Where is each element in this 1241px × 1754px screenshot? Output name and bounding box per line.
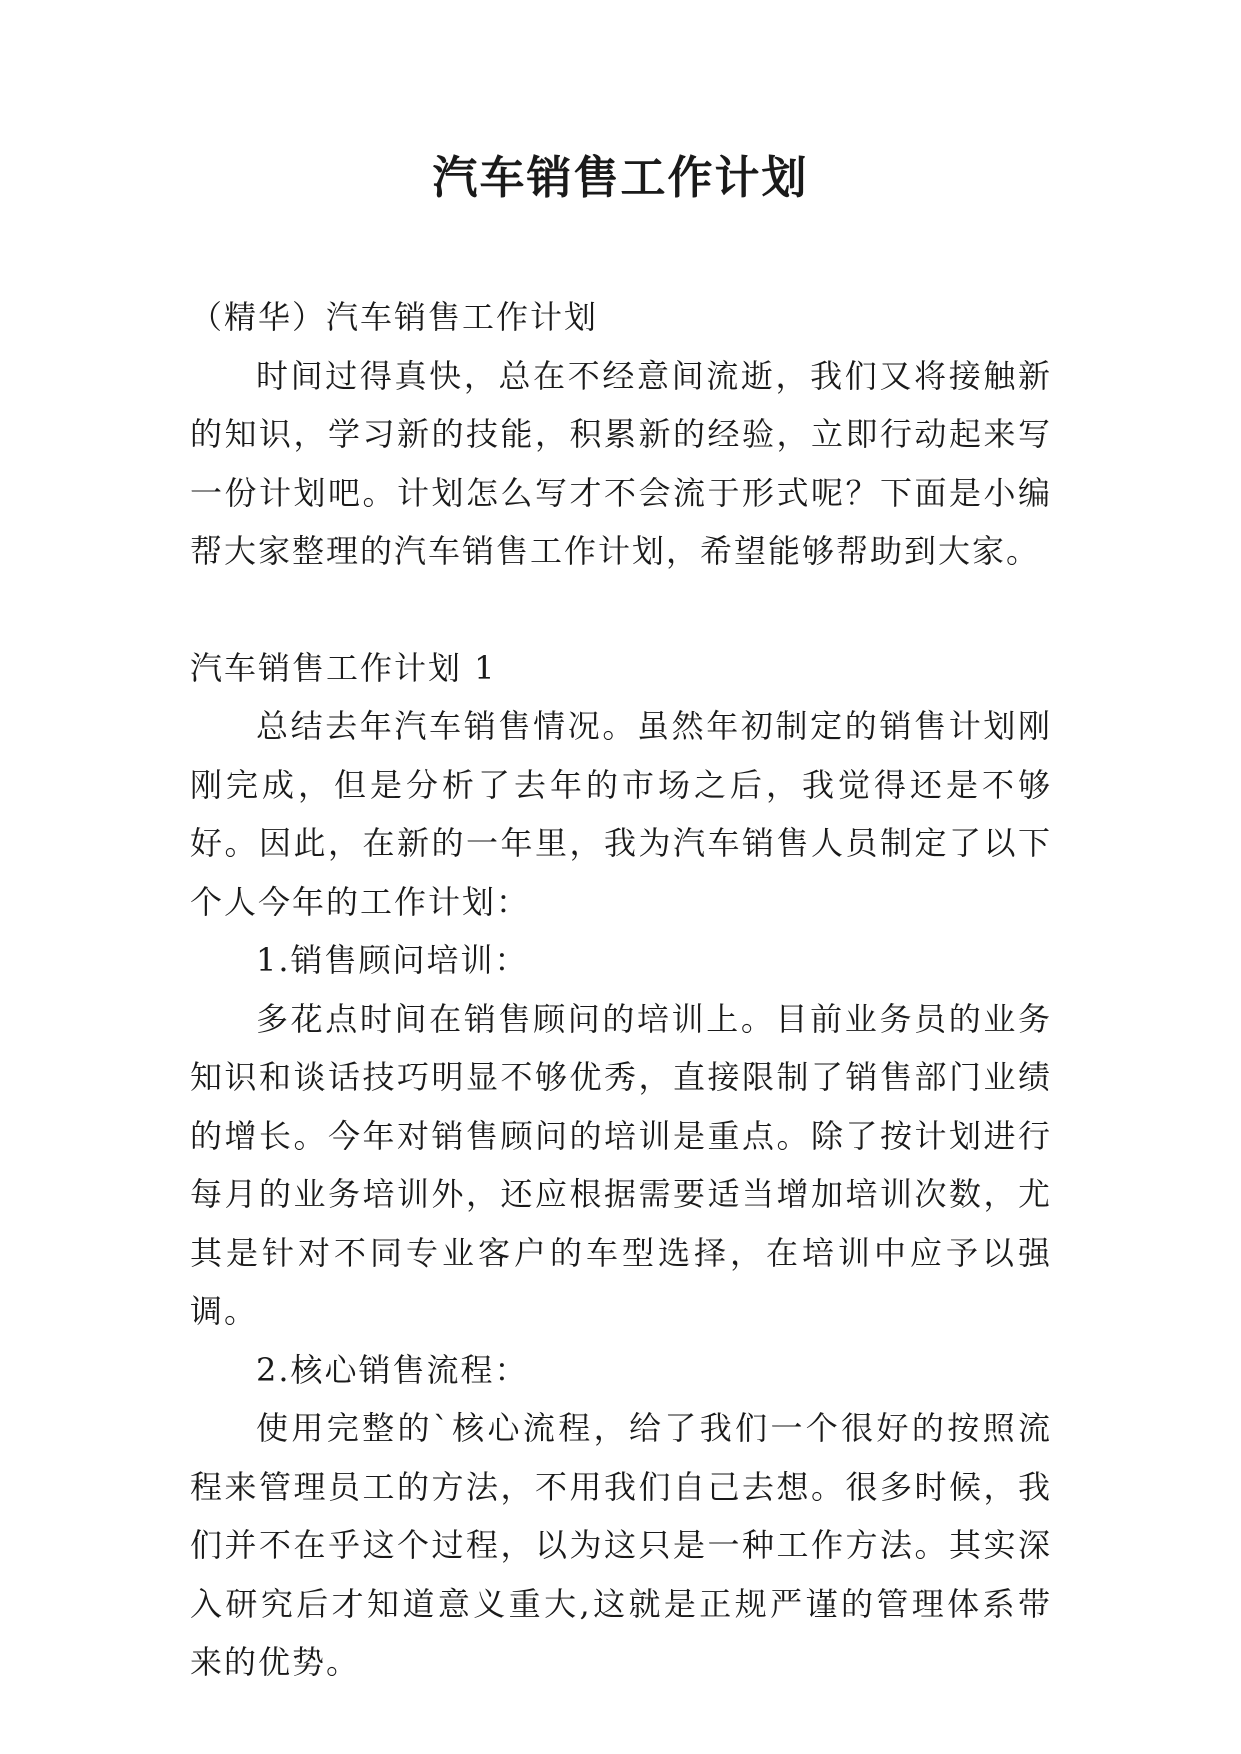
- document-subtitle: （精华）汽车销售工作计划: [190, 298, 599, 336]
- section-paragraph: 总结去年汽车销售情况。虽然年初制定的销售计划刚刚完成，但是分析了去年的市场之后，我觉得还是不够好。因此，在新的一年里，我为汽车销售人员制定了以下个人今年的工作计划：: [190, 707, 1052, 921]
- paragraph-gap: [190, 581, 1052, 639]
- item-heading-2: 2.核心销售流程：: [256, 1350, 529, 1389]
- item-heading-1: 1.销售顾问培训：: [256, 941, 529, 979]
- section-heading: 汽车销售工作计划 1: [190, 648, 497, 687]
- item-paragraph-1: 多花点时间在销售顾问的培训上。目前业务员的业务知识和谈话技巧明显不够优秀，直接限制了销售部门业绩的增长。今年对销售顾问的培训是重点。除了按计划进行每月的业务培训外，还应根据需要适当增加培训次数，尤其是针对不同专业客户的车型选择，在培训中应予以强调。: [190, 999, 1052, 1330]
- intro-paragraph: 时间过得真快，总在不经意间流逝，我们又将接触新的知识，学习新的技能，积累新的经验，立即行动起来写一份计划吧。计划怎么写才不会流于形式呢？下面是小编帮大家整理的汽车销售工作计划，希望能够帮助到大家。: [190, 356, 1052, 570]
- item-paragraph-2: 使用完整的`核心流程，给了我们一个很好的按照流程来管理员工的方法，不用我们自己去想。很多时候，我们并不在乎这个过程，以为这只是一种工作方法。其实深入研究后才知道意义重大,这就是正规严谨的管理体系带来的优势。: [190, 1409, 1052, 1681]
- document-title: 汽车销售工作计划: [432, 151, 809, 204]
- document-body: [190, 288, 1052, 1692]
